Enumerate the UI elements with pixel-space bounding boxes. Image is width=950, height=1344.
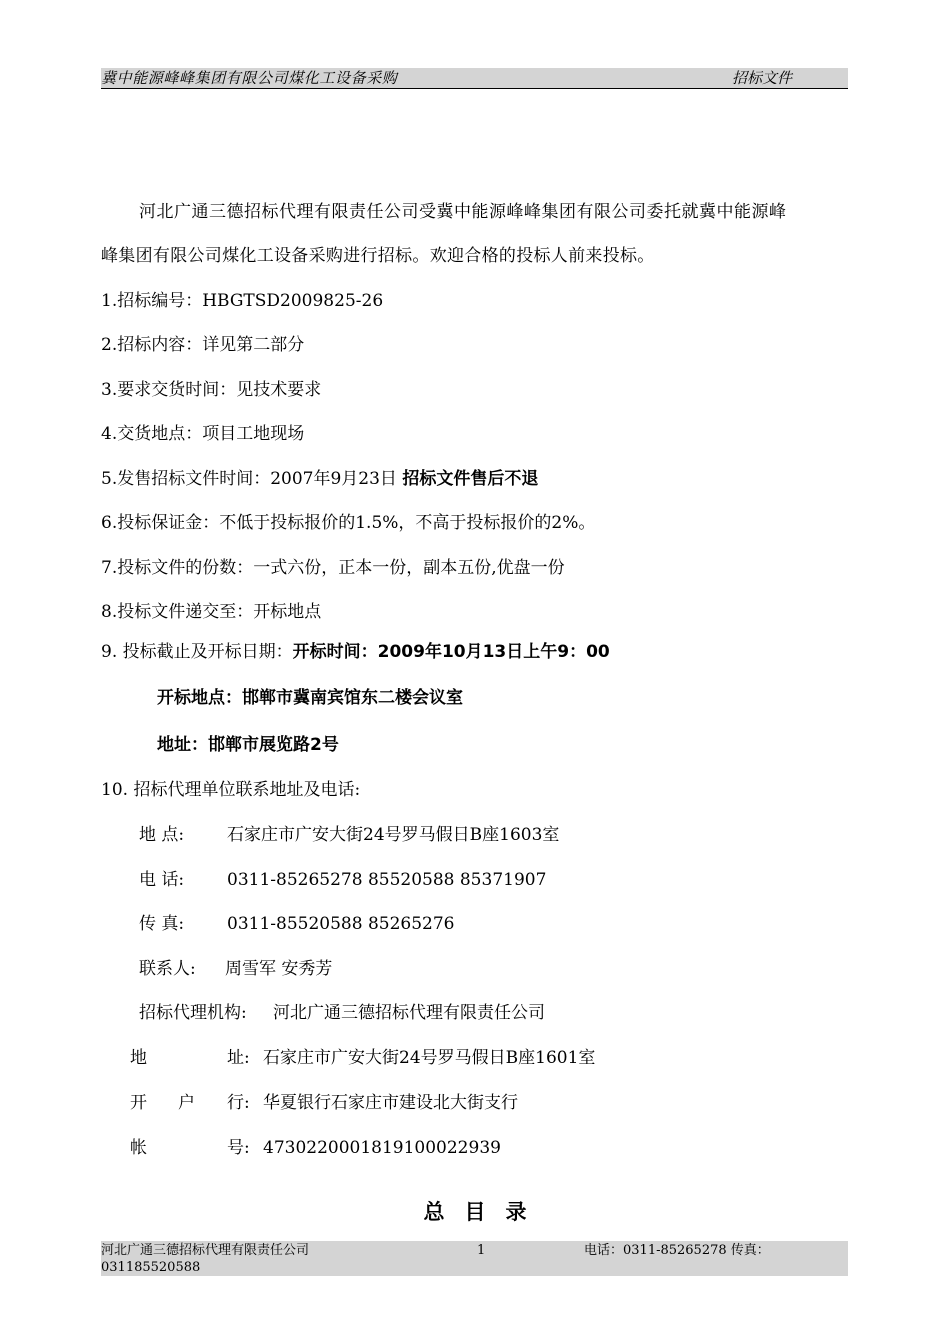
footer-page-number: 1 [477, 1243, 486, 1258]
item-deadline [101, 640, 610, 664]
contact-place-label: 地 点: [139, 825, 185, 845]
footer-company: 河北广通三德招标代理有限责任公司 [101, 1243, 310, 1258]
footer-fax-number: 031185520588 [101, 1260, 201, 1275]
intro-line-2: 峰集团有限公司煤化工设备采购进行招标。欢迎合格的投标人前来投标。 [101, 246, 655, 266]
header-doc-type: 招标文件 [732, 69, 793, 87]
header-title: 冀中能源峰峰集团有限公司煤化工设备采购 [101, 69, 398, 87]
item-sale-time [101, 467, 538, 491]
account-label-a: 帐 [130, 1138, 147, 1158]
intro-line-1: 河北广通三德招标代理有限责任公司受冀中能源峰峰集团有限公司委托就冀中能源峰 [139, 202, 787, 222]
toc-title: 总目录 [423, 1200, 547, 1224]
footer-tel: 电话：0311-85265278 传真： [584, 1243, 770, 1258]
item-tender-number: 1.招标编号：HBGTSD2009825-26 [101, 291, 384, 311]
bank-label-c: 行: [227, 1093, 250, 1113]
item-delivery-time: 3.要求交货时间：见技术要求 [101, 380, 322, 400]
address-label-b: 址: [227, 1048, 250, 1068]
contact-place: 石家庄市广安大街24号罗马假日B座1603室 [227, 825, 560, 845]
page-footer [101, 1241, 848, 1276]
address-label-a: 地 [130, 1048, 147, 1068]
contact-phone-label: 电 话: [139, 870, 185, 890]
account-number: 4730220001819100022939 [263, 1138, 501, 1158]
item-tender-content: 2.招标内容：详见第二部分 [101, 335, 305, 355]
contact-fax: 0311-85520588 85265276 [227, 914, 455, 934]
agency-address: 石家庄市广安大街24号罗马假日B座1601室 [263, 1048, 596, 1068]
bank-name: 华夏银行石家庄市建设北大街支行 [263, 1093, 518, 1113]
opening-address: 地址：邯郸市展览路2号 [157, 735, 339, 755]
item-delivery-place: 4.交货地点：项目工地现场 [101, 424, 305, 444]
bank-label-b: 户 [178, 1093, 195, 1113]
no-refund-note: 招标文件售后不退 [402, 469, 539, 489]
item-bid-bond: 6.投标保证金：不低于投标报价的1.5%，不高于投标报价的2%。 [101, 513, 596, 533]
contact-person-label: 联系人: [139, 959, 196, 979]
item-submission: 8.投标文件递交至：开标地点 [101, 602, 322, 622]
agency-name: 河北广通三德招标代理有限责任公司 [273, 1003, 545, 1023]
opening-time: 开标时间：2009年10月13日上午9：00 [292, 642, 610, 662]
contact-fax-label: 传 真: [139, 914, 185, 934]
contact-phone: 0311-85265278 85520588 85371907 [227, 870, 547, 890]
account-label-b: 号: [227, 1138, 250, 1158]
item-agency-contact: 10. 招标代理单位联系地址及电话: [101, 780, 361, 800]
opening-place: 开标地点：邯郸市冀南宾馆东二楼会议室 [157, 688, 463, 708]
item-copies: 7.投标文件的份数：一式六份，正本一份，副本五份,优盘一份 [101, 558, 565, 578]
page-header [101, 68, 848, 89]
deadline-label: 9. 投标截止及开标日期： [101, 642, 293, 662]
contact-person: 周雪军 安秀芳 [225, 959, 333, 979]
agency-label: 招标代理机构: [139, 1003, 247, 1023]
bank-label-a: 开 [130, 1093, 147, 1113]
sale-time-text: 5.发售招标文件时间：2007年9月23日 [101, 469, 403, 489]
